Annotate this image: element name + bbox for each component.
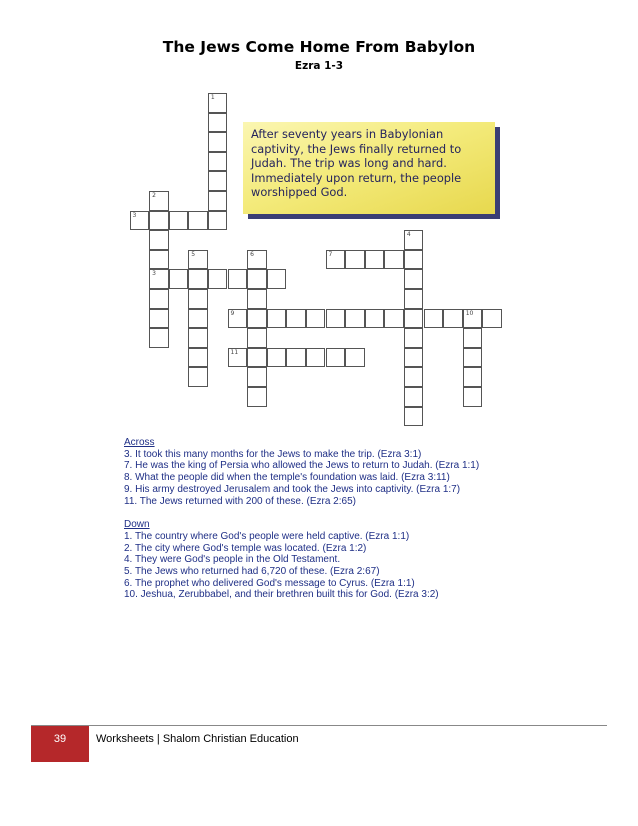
footer-text: Worksheets | Shalom Christian Education xyxy=(96,733,299,745)
across-clue: 3. It took this many months for the Jews to make the trip. (Ezra 3:1) xyxy=(124,448,422,460)
crossword-cell xyxy=(424,309,444,329)
down-clue: 1. The country where God's people were held captive. (Ezra 1:1) xyxy=(124,530,410,542)
crossword-cell xyxy=(149,191,169,211)
crossword-cell xyxy=(404,367,424,387)
clue-number: 11 xyxy=(230,348,239,356)
crossword-cell xyxy=(463,309,483,329)
crossword-cell xyxy=(149,309,169,329)
clue-number: 9 xyxy=(230,309,235,317)
crossword-cell xyxy=(404,230,424,250)
across-clue: 8. What the people did when the temple's foundation was laid. (Ezra 3:11) xyxy=(124,472,450,484)
crossword-cell xyxy=(188,250,208,270)
crossword-cell xyxy=(482,309,502,329)
crossword-cell xyxy=(365,250,385,270)
crossword-cell xyxy=(247,348,267,368)
crossword-cell xyxy=(365,309,385,329)
crossword-cell xyxy=(208,113,228,133)
clue-number: 7 xyxy=(328,250,333,258)
crossword-cell xyxy=(188,348,208,368)
crossword-cell xyxy=(208,93,228,113)
crossword-cell xyxy=(267,269,287,289)
crossword-cell xyxy=(404,348,424,368)
crossword-cell xyxy=(267,348,287,368)
crossword-cell xyxy=(188,328,208,348)
crossword-cell xyxy=(404,407,424,427)
crossword-cell xyxy=(169,211,189,231)
crossword-cell xyxy=(188,211,208,231)
crossword-cell xyxy=(247,269,267,289)
crossword-cell xyxy=(247,289,267,309)
crossword-cell xyxy=(247,387,267,407)
clue-number: 2 xyxy=(152,192,156,199)
crossword-cell xyxy=(326,348,346,368)
crossword-cell xyxy=(208,191,228,211)
crossword-cell xyxy=(345,348,365,368)
crossword-cell xyxy=(169,269,189,289)
clue-number: 6 xyxy=(250,250,254,258)
across-clue: 7. He was the king of Persia who allowed the Jews to return to Judah. (Ezra 1:1) xyxy=(124,460,480,472)
crossword-cell xyxy=(326,250,346,270)
crossword-cell xyxy=(149,211,169,231)
crossword-cell xyxy=(404,250,424,270)
crossword-cell xyxy=(188,367,208,387)
crossword-cell xyxy=(306,348,326,368)
page-title: The Jews Come Home From Babylon xyxy=(162,38,476,56)
crossword-cell xyxy=(286,309,306,329)
crossword-cell xyxy=(149,269,169,289)
crossword-cell xyxy=(326,309,346,329)
crossword-cell xyxy=(208,152,228,172)
clue-number: 1 xyxy=(210,94,215,101)
crossword-cell xyxy=(267,309,287,329)
down-clue: 5. The Jews who returned had 6,720 of these. (Ezra 2:67) xyxy=(124,566,380,578)
crossword-cell xyxy=(404,387,424,407)
crossword-cell xyxy=(188,269,208,289)
crossword-cell xyxy=(306,309,326,329)
clue-number: 3 xyxy=(132,211,137,219)
across-clue: 9. His army destroyed Jerusalem and took the Jews into captivity. (Ezra 1:7) xyxy=(124,483,461,495)
down-clue: 6. The prophet who delivered God's message to Cyrus. (Ezra 1:1) xyxy=(124,577,415,589)
clue-number: 3 xyxy=(152,270,156,278)
crossword-cell xyxy=(208,269,228,289)
crossword-cell xyxy=(247,309,267,329)
crossword-cell xyxy=(443,309,463,329)
crossword-cell xyxy=(404,289,424,309)
crossword-cell xyxy=(384,250,404,270)
crossword-cell xyxy=(345,250,365,270)
crossword-cell xyxy=(463,367,483,387)
crossword-cell xyxy=(404,328,424,348)
crossword-cell xyxy=(149,289,169,309)
crossword-cell xyxy=(228,269,248,289)
down-clue: 2. The city where God's temple was located. (Ezra 1:2) xyxy=(124,542,367,554)
crossword-cell xyxy=(286,348,306,368)
crossword-cell xyxy=(228,309,248,329)
down-clue: 4. They were God's people in the Old Testament. xyxy=(124,554,341,566)
crossword-cell xyxy=(149,230,169,250)
crossword-cell xyxy=(149,328,169,348)
crossword-cell xyxy=(149,250,169,270)
crossword-cell xyxy=(228,348,248,368)
crossword-cell xyxy=(463,348,483,368)
crossword-cell xyxy=(188,309,208,329)
clue-number: 4 xyxy=(406,231,411,239)
crossword-cell xyxy=(463,387,483,407)
clue-number: 10 xyxy=(465,309,474,317)
crossword-cell xyxy=(247,367,267,387)
crossword-cell xyxy=(208,132,228,152)
crossword-cell xyxy=(463,328,483,348)
down-heading: Down xyxy=(124,519,150,531)
down-clue: 10. Jeshua, Zerubbabel, and their brethren built this for God. (Ezra 3:2) xyxy=(124,589,439,601)
crossword-cell xyxy=(208,211,228,231)
story-callout: After seventy years in Babylonian captivity, the Jews finally returned to Judah. The trip was long and hard. Immediately upon return, the people worshipped God. xyxy=(243,122,495,214)
crossword-cell xyxy=(404,309,424,329)
crossword-cell xyxy=(345,309,365,329)
clue-list xyxy=(124,437,544,601)
across-clue: 11. The Jews returned with 200 of these. (Ezra 2:65) xyxy=(124,495,356,507)
across-heading: Across xyxy=(124,437,155,448)
page-subtitle: Ezra 1-3 xyxy=(294,60,344,72)
page-number: 39 xyxy=(53,733,67,745)
crossword-cell xyxy=(404,269,424,289)
footer-rule xyxy=(31,725,607,726)
crossword-cell xyxy=(247,250,267,270)
clue-number: 5 xyxy=(191,250,196,258)
crossword-cell xyxy=(384,309,404,329)
crossword-cell xyxy=(188,289,208,309)
crossword-cell xyxy=(208,171,228,191)
crossword-cell xyxy=(247,328,267,348)
crossword-cell xyxy=(130,211,150,231)
